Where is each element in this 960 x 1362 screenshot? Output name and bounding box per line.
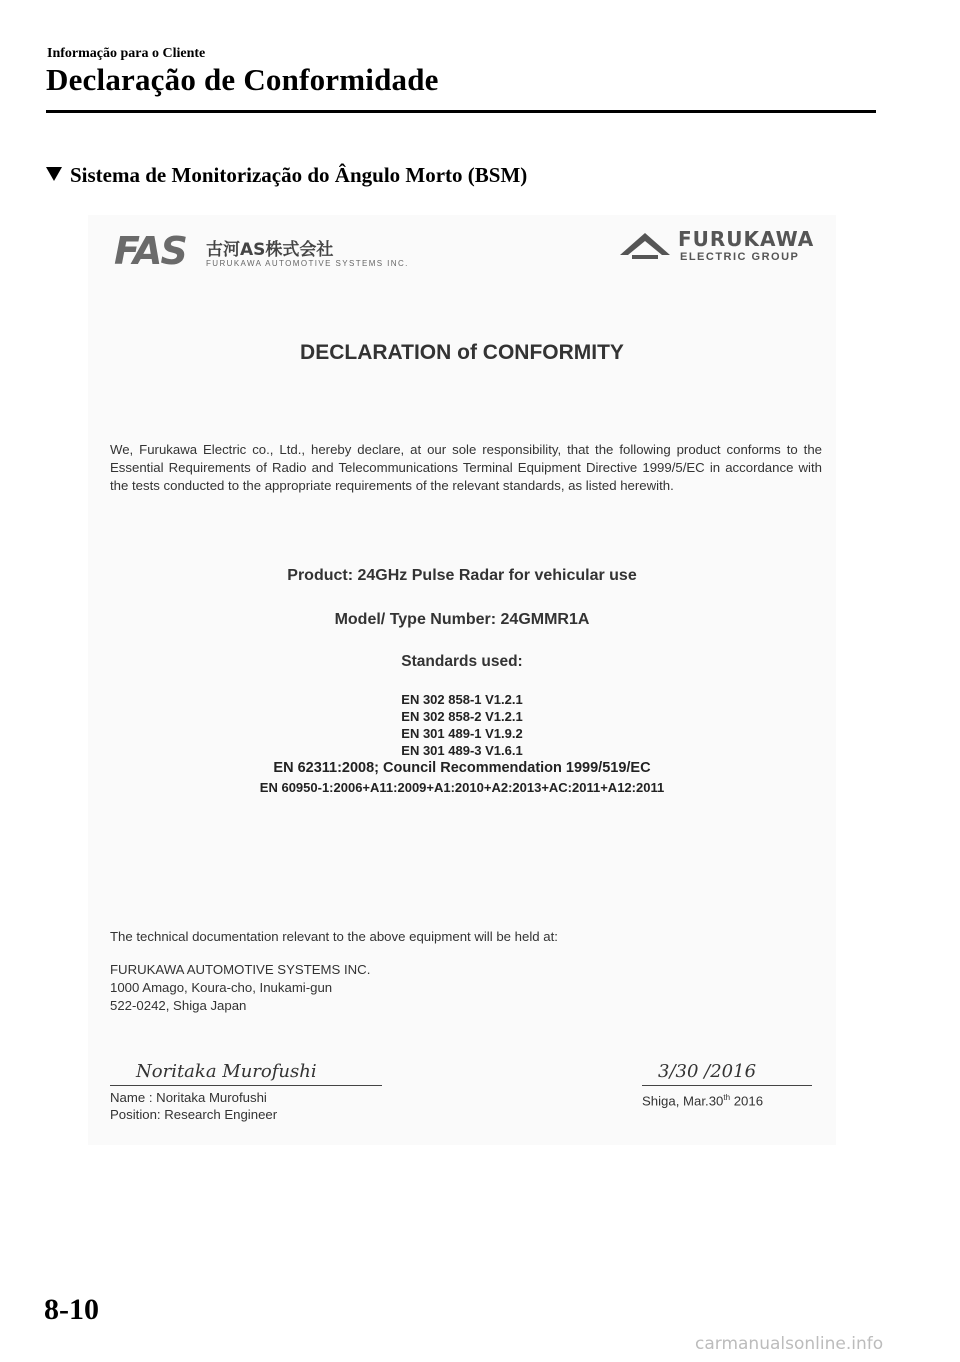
place-date-prefix: Shiga, Mar.30 <box>642 1093 724 1109</box>
standards-label: Standards used: <box>401 653 523 670</box>
section-title: Sistema de Monitorização do Ângulo Morto (BSM) <box>70 163 528 187</box>
address-line: FURUKAWA AUTOMOTIVE SYSTEMS INC. <box>110 962 371 977</box>
signature-block <box>110 1061 382 1123</box>
handwritten-signature: Noritaka Murofushi <box>136 1061 317 1082</box>
certificate-image <box>88 215 836 1145</box>
header-rule <box>46 110 876 113</box>
page-number: 8-10 <box>44 1293 99 1326</box>
place-date-year: 2016 <box>730 1093 764 1109</box>
standard-council: EN 62311:2008; Council Recommendation 1999/519/EC <box>273 760 651 776</box>
standards-list <box>88 691 836 797</box>
signer-position: Position: Research Engineer <box>110 1107 278 1122</box>
declaration-title: DECLARATION of CONFORMITY <box>300 341 624 364</box>
address-block <box>110 961 370 1015</box>
fas-logo-japanese: 古河AS株式会社 <box>206 240 334 260</box>
standard-item: EN 302 858-1 V1.2.1 <box>401 692 523 707</box>
standard-item: EN 301 489-3 V1.6.1 <box>401 743 523 758</box>
fas-logo-mark: FAS <box>114 229 186 273</box>
date-line <box>642 1085 812 1086</box>
tech-doc-note: The technical documentation relevant to the above equipment will be held at: <box>110 929 558 944</box>
section-heading <box>46 163 527 188</box>
furukawa-logo <box>618 227 828 267</box>
place-date-sup: th <box>723 1093 731 1102</box>
standard-item: EN 301 489-1 V1.9.2 <box>401 726 523 741</box>
furukawa-roof-icon <box>618 229 672 261</box>
product-line: Product: 24GHz Pulse Radar for vehicular use <box>287 567 637 584</box>
triangle-down-icon <box>46 167 62 181</box>
header-subtitle: Informação para o Cliente <box>47 46 206 61</box>
signature-line <box>110 1085 382 1086</box>
address-line: 522-0242, Shiga Japan <box>110 998 247 1013</box>
fas-logo-english: FURUKAWA AUTOMOTIVE SYSTEMS INC. <box>206 259 409 268</box>
address-line: 1000 Amago, Koura-cho, Inukami-gun <box>110 980 333 995</box>
standard-safety: EN 60950-1:2006+A11:2009+A1:2010+A2:2013+AC:2011+A12:2011 <box>259 780 665 795</box>
place-date <box>642 1089 812 1109</box>
standard-item: EN 302 858-2 V1.2.1 <box>401 709 523 724</box>
declaration-intro: We, Furukawa Electric co., Ltd., hereby declare, at our sole responsibility, that the following product conforms to the Essential Requirements of Radio and Telecommunications Terminal Equipment Directive 1999/5/EC in accordance with the tests conducted to the appropriate requirements of the relevant standards, as listed herewith. <box>110 442 822 493</box>
watermark: carmanualsonline.info <box>695 1334 884 1354</box>
furukawa-name: FURUKAWA <box>678 227 815 251</box>
page-title: Declaração de Conformidade <box>46 62 439 97</box>
fas-logo <box>114 229 409 273</box>
signer-name: Name : Noritaka Murofushi <box>110 1090 267 1105</box>
model-line: Model/ Type Number: 24GMMR1A <box>334 611 590 628</box>
handwritten-date: 3/30 /2016 <box>658 1061 757 1082</box>
date-block <box>642 1061 812 1109</box>
furukawa-group: ELECTRIC GROUP <box>680 251 800 263</box>
